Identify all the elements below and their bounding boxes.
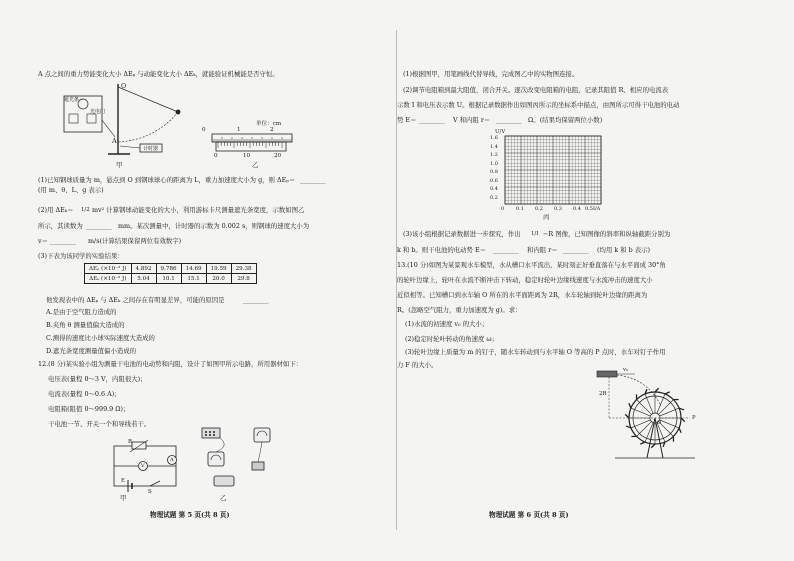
question-3: (3)下表为该同学的实验结果： (38, 252, 124, 260)
table-cell: 9.786 (156, 264, 181, 274)
question-3-b: 他发现表中的 ΔEₚ 与 ΔEₖ 之间存在有明显差异，可能的原因是 (46, 296, 225, 304)
question-2-d: mm。某次测量中，计时器的示数为 0.002 s，则钢球的速度大小为 (118, 222, 310, 230)
label-v0: v₀ (623, 367, 629, 373)
answer-blank: ________ (243, 296, 269, 304)
circuit-label-v: V (141, 463, 145, 469)
question-13-item-4: 力 F 的大小。 (397, 361, 438, 369)
answer-blank: ________ (86, 222, 112, 230)
label-p: P (692, 415, 696, 421)
circuit-label-r: R (128, 439, 133, 445)
xtick: 0.5 (585, 206, 593, 212)
question-2-c: 所示，其读数为 (38, 222, 83, 230)
material-ammeter: 电流表(量程 0～0.6 A)； (48, 390, 121, 398)
xtick: 0.4 (573, 206, 581, 212)
label-timer: 计时器 (143, 146, 159, 152)
part-2-b: 示数 I 和电压表示数 U。根据记录数据作出如图丙所示的坐标系中描点，由图所示可得干电池的电动 (397, 101, 680, 109)
table-cell: 14.69 (181, 264, 206, 274)
ytick: 0.6 (490, 178, 498, 184)
table-cell: 4.892 (131, 264, 156, 274)
tick-bottom-0: 0 (214, 153, 218, 159)
table-cell: 29.38 (231, 264, 256, 274)
answer-blank: ________ (50, 237, 76, 245)
label-a: A (112, 137, 117, 145)
question-2-e: v＝ (38, 237, 49, 245)
table-row (85, 264, 257, 274)
apparatus-caption-yi: 乙 (220, 494, 227, 502)
question-13-item-1: (1)水流的初速度 v₀ 的大小； (405, 320, 489, 328)
part-2-a: (2)调节电阻箱到最大阻值，闭合开关。逐次改变电阻箱的电阻，记录其阻值 R、相应的电流表 (403, 86, 669, 94)
ytick: 1.6 (490, 135, 498, 141)
part-2-d: V 和内阻 r＝ (453, 116, 491, 124)
question-2-b: mv² 计算钢球动能变化的大小，利用游标卡尺测量遮光条宽度，示数如图乙 (92, 206, 305, 214)
circuit-caption-jia: 甲 (120, 494, 127, 502)
footer-page-5: 物理试题 第 5 页(共 8 页) (150, 511, 230, 519)
question-12-head: 12.(8 分)某实验小组为测量干电池的电动势和内阻，设计了如图甲所示电路，所用器材如下： (38, 360, 303, 368)
question-13-item-3: (3)轮叶边缘上质量为 m 的钉子，随水车转动到与水平轴 O 等高的 P 点时，水车对钉子作用 (405, 348, 666, 356)
label-photogate: 光电门 (90, 109, 106, 115)
question-2-f: m/s(计算结果保留两位有效数字) (88, 237, 182, 245)
figure-b-caption: 乙 (252, 161, 259, 169)
question-13-line-3: 近似相等。已知槽口到水车轴 O 所在的水平面距离为 2R，水车轮轴到轮叶边缘的距离为 (397, 291, 648, 299)
xtick: 0.2 (535, 206, 543, 212)
circuit-label-e: E (121, 478, 125, 484)
tick-top-0: 0 (202, 127, 206, 133)
question-2-a: (2)用 ΔEₖ＝ (38, 206, 74, 214)
option-b: B.夹角 θ 测量值偏大造成的 (46, 321, 125, 329)
material-battery: 干电池一节、开关一个和导线若干。 (48, 420, 151, 428)
apparatus-photo (190, 424, 280, 492)
circuit-label-s: S (148, 489, 152, 495)
part-2-c: 势 E＝ (397, 116, 417, 124)
question-1-cont: (用 m、θ、L、g 表示) (38, 186, 104, 194)
fraction-inverse-i: 1/I (531, 231, 539, 237)
question-13-line-1: 13.(10 分)如图为某景观水车模型，水从槽口水平流出，某时刻正好垂直落在与水平面成 30°角 (397, 261, 666, 269)
xtick: 0.1 (516, 206, 524, 212)
ytick: 1.0 (490, 161, 498, 167)
answer-blank: ________ (419, 116, 445, 124)
ytick: 0.4 (490, 186, 498, 192)
table-cell: 5.04 (131, 274, 156, 284)
table-cell: 19.59 (206, 264, 231, 274)
ytick: 0.2 (490, 195, 498, 201)
part-3-a: (3)该小组根据记录数据进一步探究，作出 (403, 230, 521, 238)
question-1: (1)已知钢球质量为 m，悬点到 O 到钢球球心的距离为 L，重力加速度大小为 g，则 ΔEₚ＝ (38, 176, 296, 184)
caliper-unit: 单位：cm (256, 121, 282, 127)
option-d: D.遮光条宽度测量值偏小造成的 (46, 347, 137, 355)
figure-a-caption: 甲 (116, 161, 123, 169)
tick-top-2: 2 (270, 127, 274, 133)
table-cell: 29.8 (231, 274, 256, 284)
row-label: ΔEₖ (×10⁻² J) (85, 274, 132, 284)
table-cell: 10.1 (156, 274, 181, 284)
part-3-e: (均用 k 和 b 表示) (597, 246, 651, 254)
option-a: A.是由于空气阻力造成的 (46, 308, 117, 316)
answer-blank: ________ (563, 246, 589, 254)
page-6 (397, 0, 794, 561)
graph-ylabel: U/V (495, 129, 506, 135)
results-table (84, 263, 257, 284)
answer-blank: ________ (300, 176, 326, 184)
question-13-line-2: 的轮叶边缘上，轮叶在水流不断冲击下转动，稳定时轮叶边缘线速度与水流冲击的速度大小 (397, 276, 653, 284)
xtick: 0 (501, 206, 505, 212)
water-wheel-figure (595, 366, 697, 466)
tick-top-1: 1 (237, 127, 241, 133)
option-c: C.测得的速度比小球实际速度大造成的 (46, 334, 155, 342)
tick-bottom-10: 10 (243, 153, 251, 159)
question-13-line-4: R。(忽略空气阻力，重力加速度为 g)。求： (397, 306, 522, 314)
pendulum-figure (60, 82, 190, 162)
xtick: 0.3 (554, 206, 562, 212)
table-cell: 15.1 (181, 274, 206, 284)
label-o-axis: O (657, 420, 662, 426)
part-3-b: −R 图像，已知图像的斜率和纵轴截距分别为 (543, 230, 671, 238)
uv-graph-grid (505, 136, 601, 204)
graph-caption: 丙 (543, 213, 550, 221)
fraction-half: 1/2 (81, 207, 90, 213)
ytick: 1.2 (490, 152, 498, 158)
ytick: 0.8 (490, 169, 498, 175)
label-2r: 2R (599, 391, 607, 397)
material-voltmeter: 电压表(量程 0～3 V，内阻很大)； (48, 375, 147, 383)
ytick: 1.4 (490, 144, 498, 150)
part-3-d: 和内阻 r＝ (527, 246, 558, 254)
table-row (85, 274, 257, 284)
material-resistor-box: 电阻箱(阻值 0～999.9 Ω)； (48, 405, 130, 413)
part-3-c: k 和 b。则干电池的电动势 E＝ (397, 246, 487, 254)
label-o: O (121, 82, 127, 90)
table-cell: 20.0 (206, 274, 231, 284)
question-13-item-2: (2)稳定时轮叶转动的角速度 ω； (405, 335, 498, 343)
graph-xunit: I/A (593, 206, 601, 212)
footer-page-6: 物理试题 第 6 页(共 8 页) (489, 511, 569, 519)
label-gate: 遮光条 (64, 97, 80, 103)
intro-text: A 点之间的重力势能变化大小 ΔEₚ 与动能变化大小 ΔEₖ，就能验证机械能是否守恒。 (38, 70, 279, 78)
part-1: (1)根据图甲，用笔画线代替导线，完成图乙中的实物图连接。 (403, 70, 579, 78)
circuit-label-a: A (170, 457, 174, 463)
answer-blank: ________ (493, 246, 519, 254)
part-2-e: Ω。(结果均保留两位小数) (528, 116, 603, 124)
row-label: ΔEₚ (×10⁻² J) (85, 264, 132, 274)
tick-bottom-20: 20 (274, 153, 282, 159)
answer-blank: ________ (496, 116, 522, 124)
